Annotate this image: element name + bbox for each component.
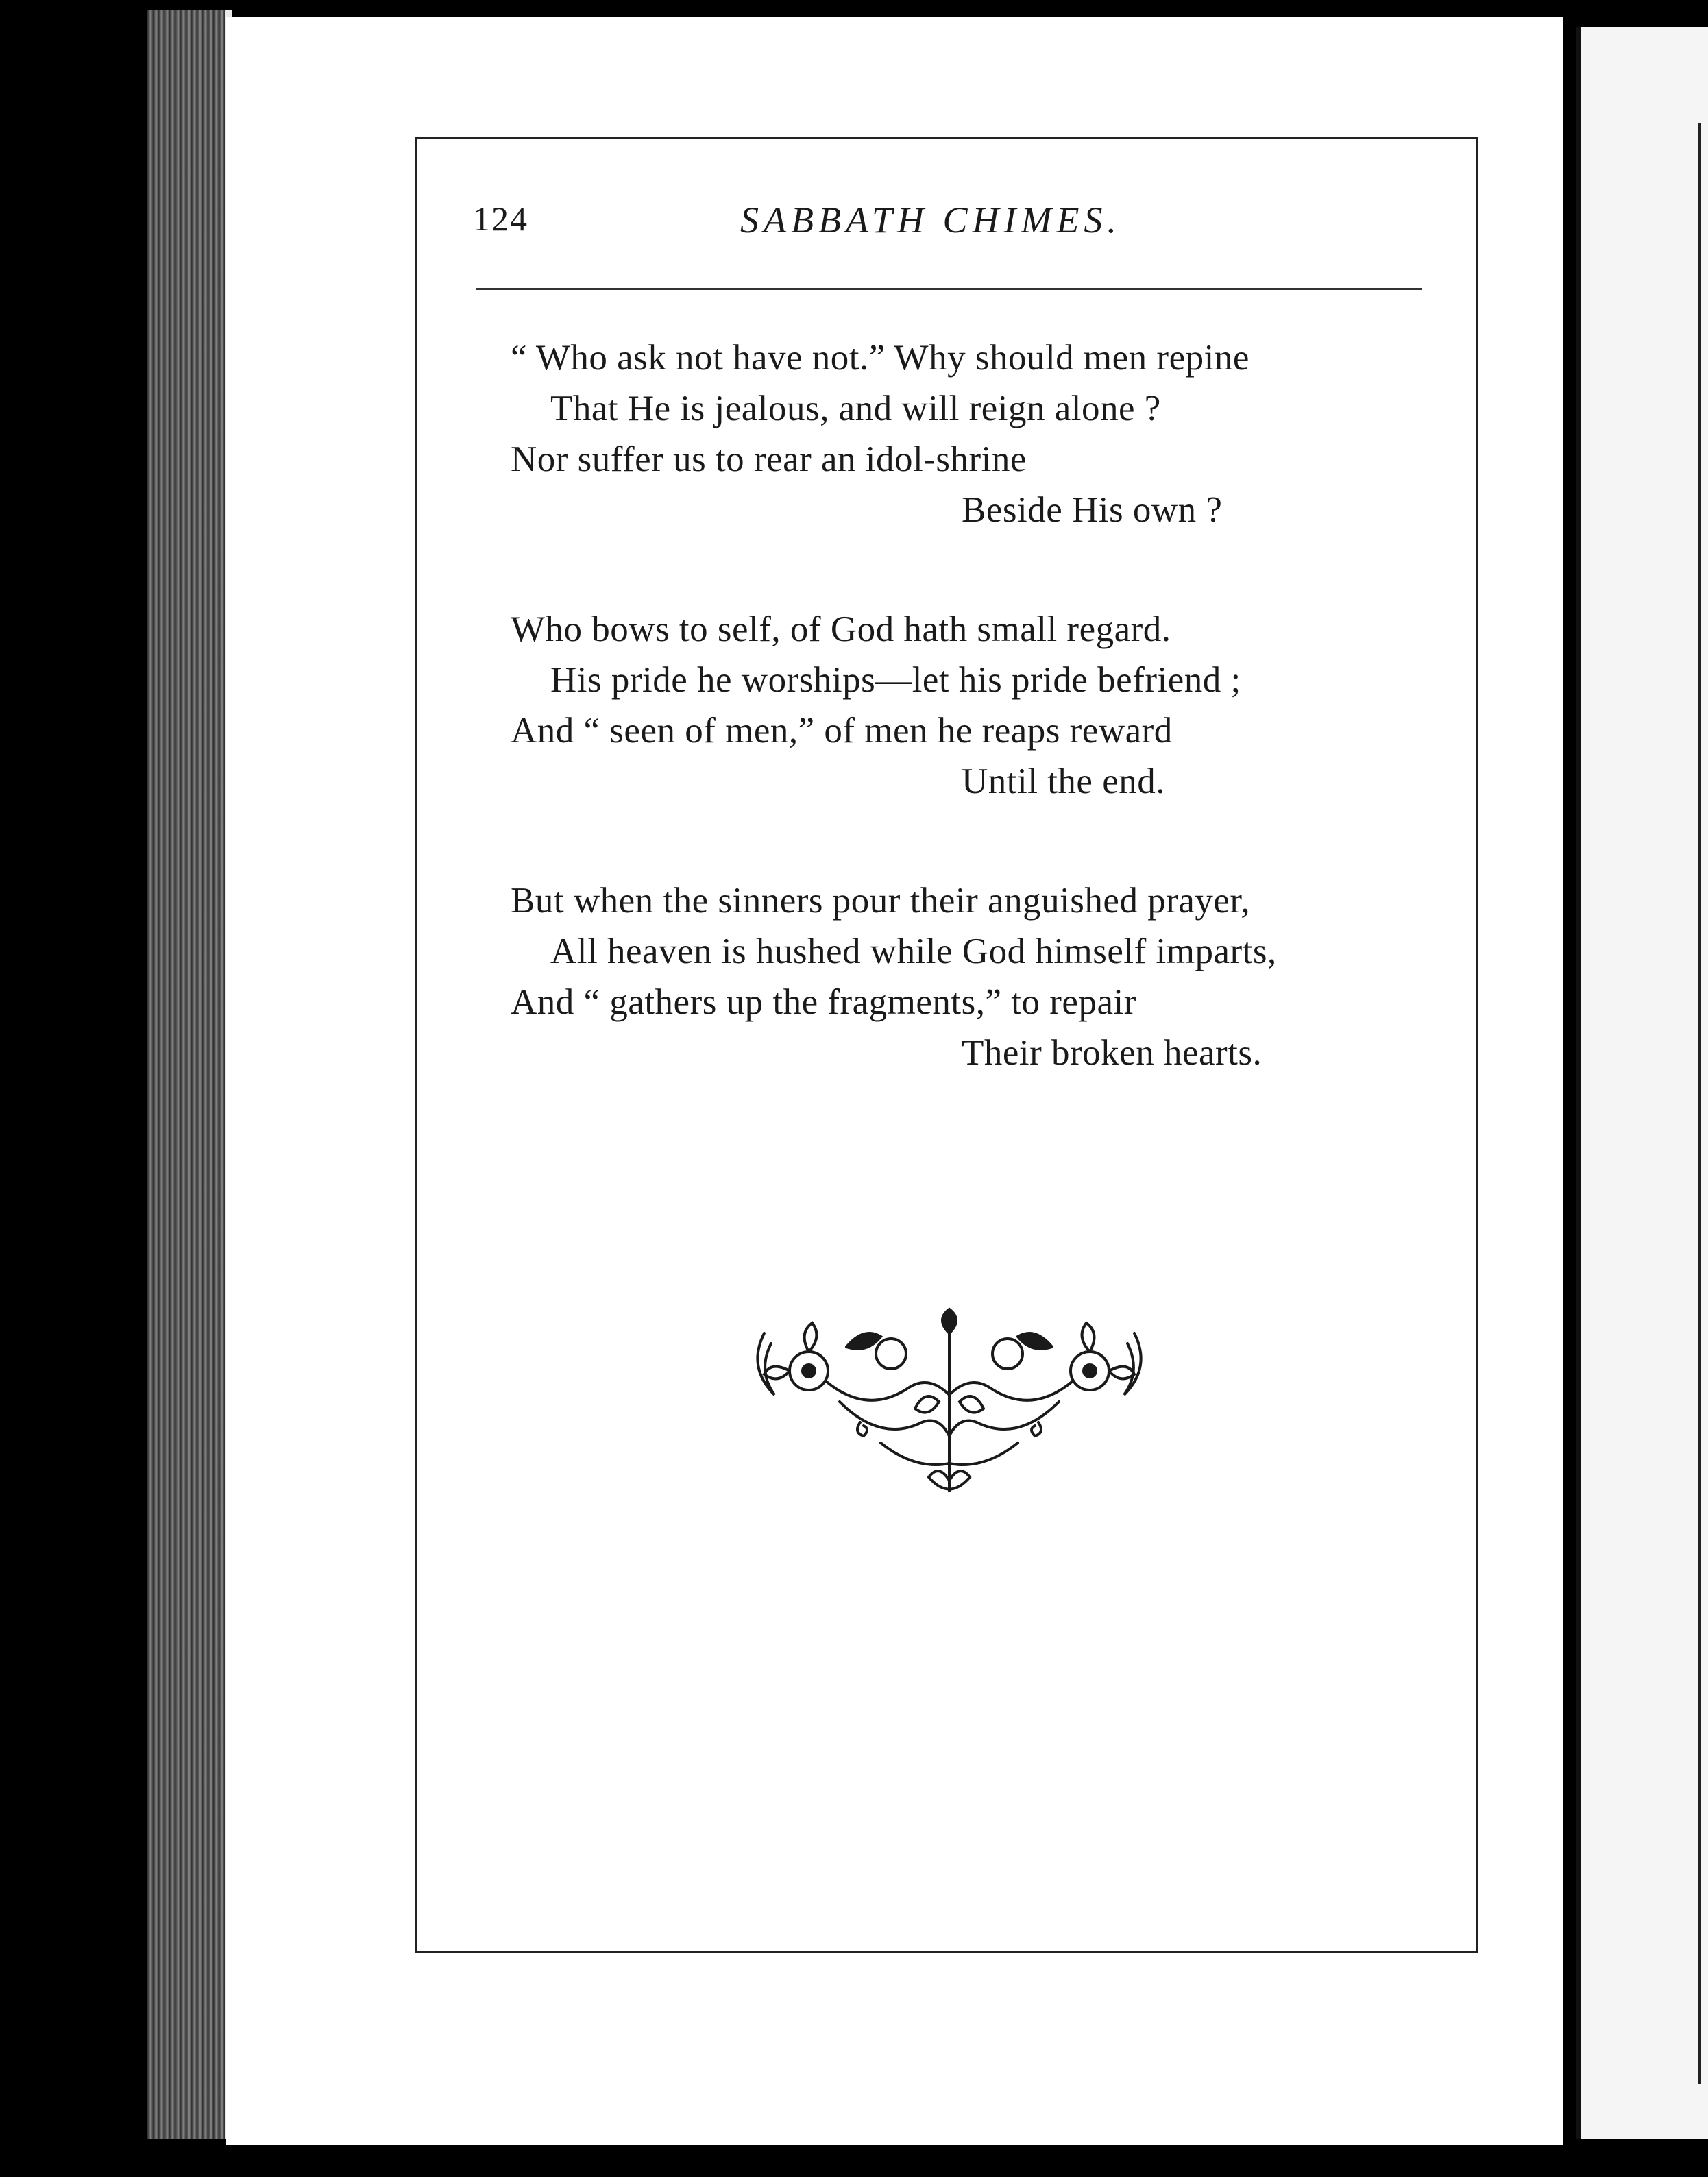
poem-line: Beside His own ?: [962, 490, 1223, 530]
facing-page-edge: [1576, 27, 1708, 2139]
poem-line: “ Who ask not have not.” Why should men repine: [511, 338, 1249, 378]
poem-line: And “ seen of men,” of men he reaps reward: [511, 711, 1173, 751]
stanza-3: [511, 875, 1436, 1078]
poem-line: Until the end.: [962, 762, 1165, 801]
stanza-2: [511, 604, 1436, 807]
poem-line: Who bows to self, of God hath small regard.: [511, 609, 1171, 649]
poem-line: All heaven is hushed while God himself imparts,: [550, 932, 1277, 971]
poem-line: But when the sinners pour their anguished prayer,: [511, 881, 1251, 921]
book-page-edges: [147, 10, 226, 2139]
page-number: 124: [473, 199, 528, 238]
poem-line: His pride he worships—let his pride befriend ;: [550, 660, 1241, 700]
book-title: SABBATH CHIMES.: [740, 199, 1121, 241]
poem-line: Their broken hearts.: [962, 1033, 1262, 1073]
floral-tailpiece-ornament-icon: [744, 1306, 1155, 1511]
running-head: [473, 199, 1419, 254]
poem-line: That He is jealous, and will reign alone ?: [550, 389, 1161, 428]
header-rule: [476, 288, 1422, 290]
poem: [511, 332, 1436, 1147]
facing-page-frame-rule: [1698, 123, 1701, 2084]
stanza-1: [511, 332, 1436, 535]
poem-line: And “ gathers up the fragments,” to repair: [511, 982, 1136, 1022]
poem-line: Nor suffer us to rear an idol-shrine: [511, 439, 1027, 479]
